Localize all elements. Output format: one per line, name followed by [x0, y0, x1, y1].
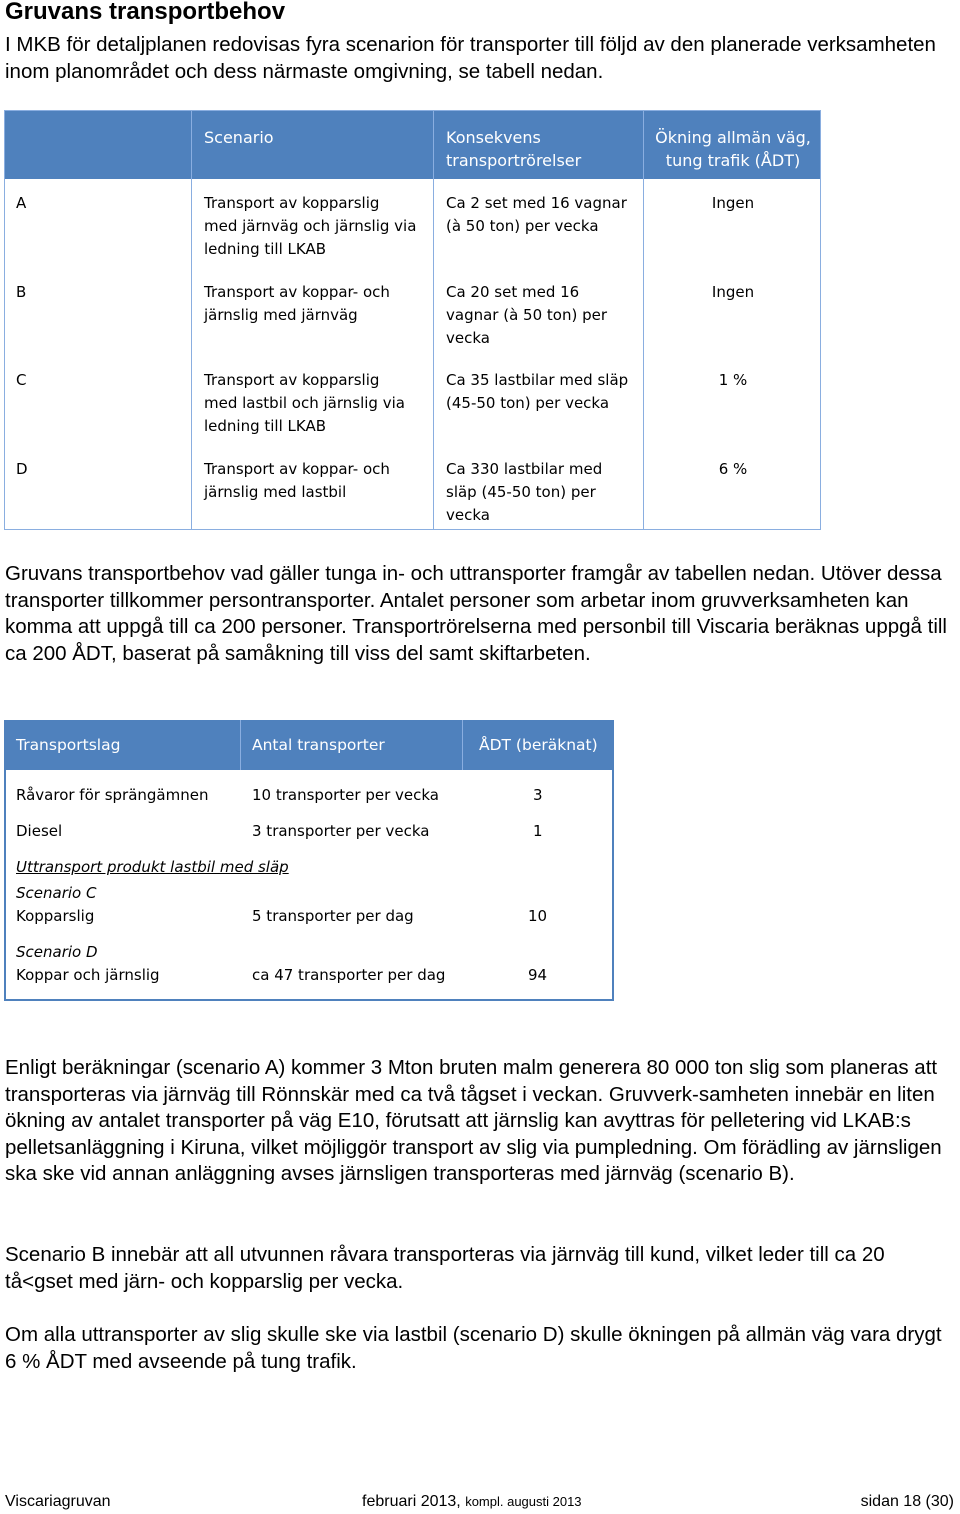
row-konsekvens-line: Ca 2 set med 16 vagnar [446, 194, 627, 212]
row-konsekvens-line: vecka [446, 506, 490, 524]
header-scenario: Scenario [204, 128, 274, 147]
scenario-d-label: Scenario D [16, 943, 98, 961]
footer-completed: kompl. augusti 2013 [465, 1494, 582, 1509]
row-description-line: Transport av koppar- och [204, 460, 390, 478]
row-konsekvens-line: Ca 35 lastbilar med släp [446, 371, 629, 389]
row-okning: 1 % [718, 371, 748, 389]
page-heading: Gruvans transportbehov [5, 0, 286, 25]
row-description [204, 369, 405, 438]
header-konsekvens-line2: transportrörelser [446, 151, 582, 170]
row-okning: Ingen [711, 194, 755, 212]
row-description [204, 458, 390, 504]
row-konsekvens [446, 458, 602, 527]
header-konsekvens-line1: Konsekvens [446, 128, 541, 147]
footer-date: februari 2013, [362, 1493, 461, 1510]
scenario-b-paragraph: Scenario B innebär att all utvunnen råvara transporteras via järnväg till kund, vilket leder till ca 20 tå<gset med järn- och kopparslig per vecka. [5, 1243, 885, 1293]
header-adt: ÅDT (beräknat) [479, 736, 598, 754]
row-description-line: järnslig med järnväg [204, 306, 358, 324]
row-description-line: Transport av koppar- och [204, 283, 390, 301]
row-description-line: med lastbil och järnslig via [204, 394, 405, 412]
footer-page-number: sidan 18 (30) [860, 1493, 954, 1510]
footer-center [362, 1492, 582, 1512]
scenario-table-divider [433, 110, 434, 530]
row-label: Koppar och järnslig [16, 966, 160, 984]
scenario-d-paragraph: Om alla uttransporter av slig skulle ske via lastbil (scenario D) skulle ökningen på allmän väg vara drygt 6 % ÅDT med avseende på tung trafik. [5, 1323, 942, 1373]
row-description-line: Transport av kopparslig [204, 371, 380, 389]
transport-need-paragraph: Gruvans transportbehov vad gäller tunga in- och uttransporter framgår av tabellen nedan. Utöver dessa transporter tillkommer persontransporter. Antalet personer som arbetar inom gruvverksamheten kan komma att uppgå till ca 200 personer. Transportrörelserna med personbil till Viscaria beräknas uppgå till ca 200 ÅDT, baserat på samåkning till viss del samt skiftarbeten. [5, 562, 947, 665]
row-konsekvens [446, 281, 607, 350]
row-adt: 10 [528, 907, 548, 925]
row-description-line: järnslig med lastbil [204, 483, 347, 501]
row-adt: 1 [533, 822, 543, 840]
row-konsekvens-line: (45-50 ton) per vecka [446, 394, 610, 412]
row-konsekvens-line: släp (45-50 ton) per [446, 483, 596, 501]
header-transportslag: Transportslag [16, 736, 121, 754]
row-description-line: Transport av kopparslig [204, 194, 380, 212]
transport-table-divider [240, 720, 241, 770]
row-konsekvens [446, 192, 627, 238]
scenario-table-divider [191, 110, 192, 530]
row-antal: 3 transporter per vecka [252, 822, 430, 840]
intro-paragraph: I MKB för detaljplanen redovisas fyra scenarion för transporter till följd av den planerade verksamheten inom planområdet och dess närmaste omgivning, se tabell nedan. [5, 33, 936, 83]
header-okning-line2: tung trafik (ÅDT) [665, 151, 801, 170]
row-label: Diesel [16, 822, 63, 840]
row-id: C [16, 371, 27, 389]
row-description [204, 192, 416, 261]
row-konsekvens [446, 369, 628, 415]
section-title: Uttransport produkt lastbil med släp [16, 858, 289, 876]
header-antal: Antal transporter [252, 736, 385, 754]
row-adt: 94 [528, 966, 548, 984]
row-konsekvens-line: vagnar (à 50 ton) per [446, 306, 607, 324]
row-konsekvens-line: Ca 330 lastbilar med [446, 460, 603, 478]
header-okning [648, 126, 818, 172]
row-description-line: med järnväg och järnslig via [204, 217, 417, 235]
row-id: B [16, 283, 27, 301]
header-okning-line1: Ökning allmän väg, [655, 128, 811, 147]
footer-left: Viscariagruvan [5, 1493, 111, 1510]
row-konsekvens-line: Ca 20 set med 16 [446, 283, 580, 301]
row-okning: Ingen [711, 283, 755, 301]
calculation-paragraph: Enligt beräkningar (scenario A) kommer 3 Mton bruten malm generera 80 000 ton slig som planeras att transporteras via järnväg till Rönnskär med ca två tågset i veckan. Gruvverk-samheten innebär en liten ökning av antalet transporter på väg E10, förutsatt att järnslig kan avyttras för pelletering vid LKAB:s pelletsanläggning i Kiruna, vilket möjliggör transport av slig via pumpledning. Om förädling av järnsligen ska ske vid annan anläggning avses järnsligen transporteras med järnväg (scenario B). [5, 1056, 942, 1186]
row-description-line: ledning till LKAB [204, 417, 327, 435]
row-label: Råvaror för sprängämnen [16, 786, 209, 804]
row-antal: ca 47 transporter per dag [252, 966, 446, 984]
row-antal: 10 transporter per vecka [252, 786, 439, 804]
header-konsekvens [446, 126, 581, 172]
row-id: A [16, 194, 27, 212]
row-id: D [16, 460, 28, 478]
row-konsekvens-line: vecka [446, 329, 490, 347]
row-adt: 3 [533, 786, 543, 804]
row-description-line: ledning till LKAB [204, 240, 327, 258]
scenario-table-divider [643, 110, 644, 530]
row-okning: 6 % [718, 460, 748, 478]
scenario-c-label: Scenario C [16, 884, 97, 902]
row-label: Kopparslig [16, 907, 95, 925]
row-konsekvens-line: (à 50 ton) per vecka [446, 217, 599, 235]
row-description [204, 281, 390, 327]
row-antal: 5 transporter per dag [252, 907, 414, 925]
transport-table-divider [462, 720, 463, 770]
